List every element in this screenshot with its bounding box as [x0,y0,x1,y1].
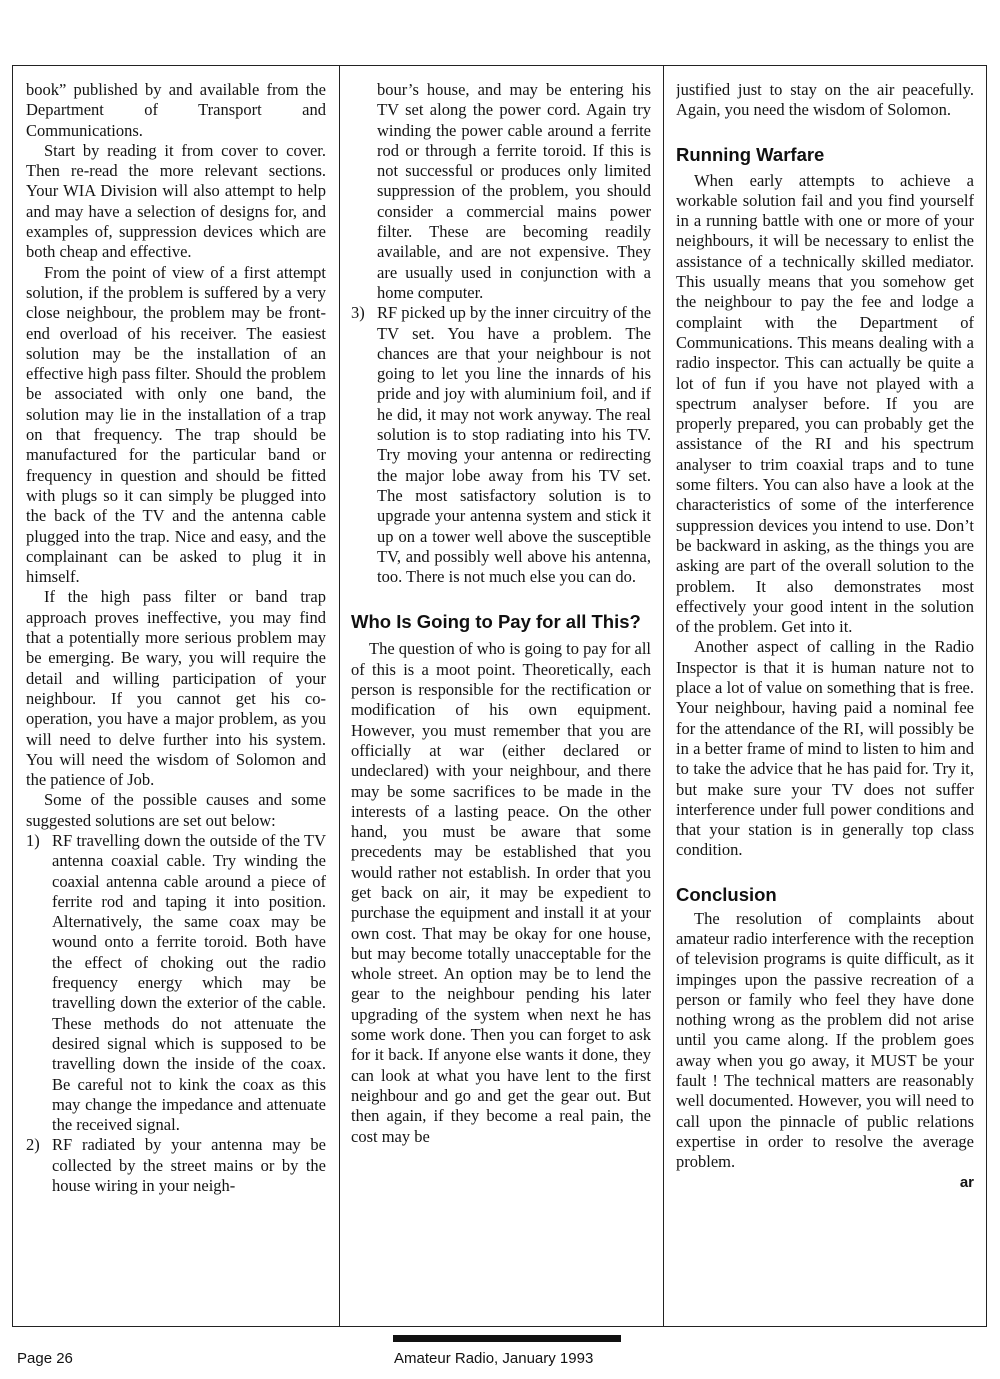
column-divider [339,66,340,1326]
paragraph: Start by reading it from cover to cover. Then re-read the more relevant sections. Your WIA Division will also attempt to help and may have a selection of designs for, and examples of, suppression devices which are both cheap and effective. [26,140,326,262]
list-item [351,303,651,587]
list-item [26,831,326,1135]
list-number: 3) [351,303,365,323]
column-divider [663,66,664,1326]
column-1 [26,80,326,1196]
paragraph: From the point of view of a first attempt solution, if the problem is suffered by a very close neighbour, the problem may be front-end overload of his receiver. The easiest solution may be the installation of an effective high pass filter. Should the problem be associated with only one band, the solution may lie in the installation of a trap on that frequency. The trap should be manufactured for the particular band or frequency in question and should be fitted with plugs so it can simply be plugged into the back of the TV and the antenna cable plugged into the trap. Nice and easy, and the complainant can be asked to plug it in himself. [26,262,326,587]
list-item-text: RF picked up by the inner circuitry of the TV set. You have a problem. The chances are that your neighbour is not going to let you line the innards of his pride and joy with aluminium foil, and if he did, it may not work anyway. The real solution is to stop radiating into his TV. Try moving your antenna or redirecting the major lobe away from his TV set. The most satisfactory solution is to upgrade your antenna system and stick it up on a tower well above the susceptible TV, and possibly well above his antenna, too. There is not much else you can do. [377,303,651,587]
section-heading: Running Warfare [676,143,825,165]
page-number: Page 26 [17,1350,73,1367]
list-item [26,1135,326,1196]
list-item-text: RF travelling down the outside of the TV antenna coaxial cable. Try winding the coaxial antenna cable around a piece of ferrite rod and taping it into position. Alternatively, the same coax may be wound onto a ferrite toroid. Both have the effect of choking out the radio frequency energy which may be travelling down the exterior of the cable. These methods do not attenuate the desired signal which is supposed to be travelling down the inside of the coax. Be careful not to kink the coax as this may change the impedance and attenuate the received signal. [52,830,326,1135]
end-mark: ar [959,1173,974,1191]
list-item-text: RF radiated by your antenna may be collected by the street mains or by the house wiring in your neigh- [52,1135,326,1196]
paragraph: If the high pass filter or band trap approach proves ineffective, you may find that a potentially more serious problem may be emerging. Be wary, you will require the detail and willing participation of your neighbour. If you cannot get his co-operation, you have a major problem, as you will need to delve further into his system. You will need the wisdom of Solomon and the patience of Job. [26,587,326,790]
column-2 [351,80,651,1147]
publication-line: Amateur Radio, January 1993 [394,1350,594,1367]
paragraph: When early attempts to achieve a workable solution fail and you find yourself in a running battle with one or more of your neighbours, it will be necessary to enlist the assistance of a technically skilled mediator. This usually means that you somehow get the neighbour to pay the fee and lodge a complaint with the Department of Communications. This means dealing with a radio inspector. This can actually be quite a lot of fun if you have not played with a spectrum analyser before. If you are properly prepared, you can probably get the assistance of the RI and his spectrum analyser to trim coaxial traps and to tune some filters. You can also have a look at the characteristics of some of the interference suppression devices you intend to use. Don’t be backward in asking, as the things you are asking are part of the overall solution to the problem. It also demonstrates most effectively your good intent in the solution of the problem. Get into it. [676,170,974,637]
footer-rule [393,1335,621,1342]
paragraph: book” published by and available from the Department of Transport and Communications. [26,80,326,140]
list-number: 2) [26,1135,40,1155]
paragraph: The question of who is going to pay for all of this is a moot point. Theoretically, each person is responsible for the rectification or modification of his own equipment. However, you must remember that you are officially at war (either declared or undeclared) with your neighbour, and there may be some sacrifices to be made in the interests of a lasting peace. On the other hand, you must be aware that some precedents may be established that you would rather not establish. In order that you get back on air, it may be expedient to purchase the equipment and install it at your own cost. That may be okay for one house, but may become totally unacceptable for the whole street. An option may be to lend the gear to the neighbour pending his later upgrading of the system when next he has some work done. Then you can forget to ask for it back. If anyone else wants it done, they can look at what you have lent to the first neighbour and go and get the gear out. But then again, if they become a real pain, the cost may be [351,639,651,1146]
section-heading: Conclusion [676,883,777,905]
paragraph: Another aspect of calling in the Radio Inspector is that it is human nature not to place a lot of value on something that is free. Your neighbour, having paid a nominal fee for the attendance of the RI, will possibly be in a better frame of mind to listen to him and to take the advice that he has paid for. Try it, but make sure your TV does not suffer interference under full power conditions and that your station is in generally top class condition. [676,637,974,860]
paragraph: The resolution of complaints about amateur radio interference with the reception of television programs is quite difficult, as it impinges upon the passive recreation of a person or family who feel they have done nothing wrong as the problem did not arise until you came along. If the problem goes away when you go away, it MUST be your fault ! The technical matters are reasonably well documented. However, you will need to call upon the pinnacle of public relations expertise in order to resolve the average problem. [676,908,974,1172]
list-item-text: bour’s house, and may be entering his TV set along the power cord. Again try winding the power cable around a ferrite rod or through a ferrite toroid. If this is not successful or produces only limited suppression of the problem, you should consider a commercial mains power filter. These are becoming readily available, and are not expensive. They are usually used in conjunction with a home computer. [377,80,651,302]
paragraph: Some of the possible causes and some suggested solutions are set out below: [26,790,326,830]
list-number: 1) [26,830,40,850]
section-heading: Who Is Going to Pay for all This? [351,611,641,633]
list-item-continued [351,80,651,303]
paragraph: justified just to stay on the air peacefully. Again, you need the wisdom of Solomon. [676,80,974,120]
column-3 [676,80,974,1193]
